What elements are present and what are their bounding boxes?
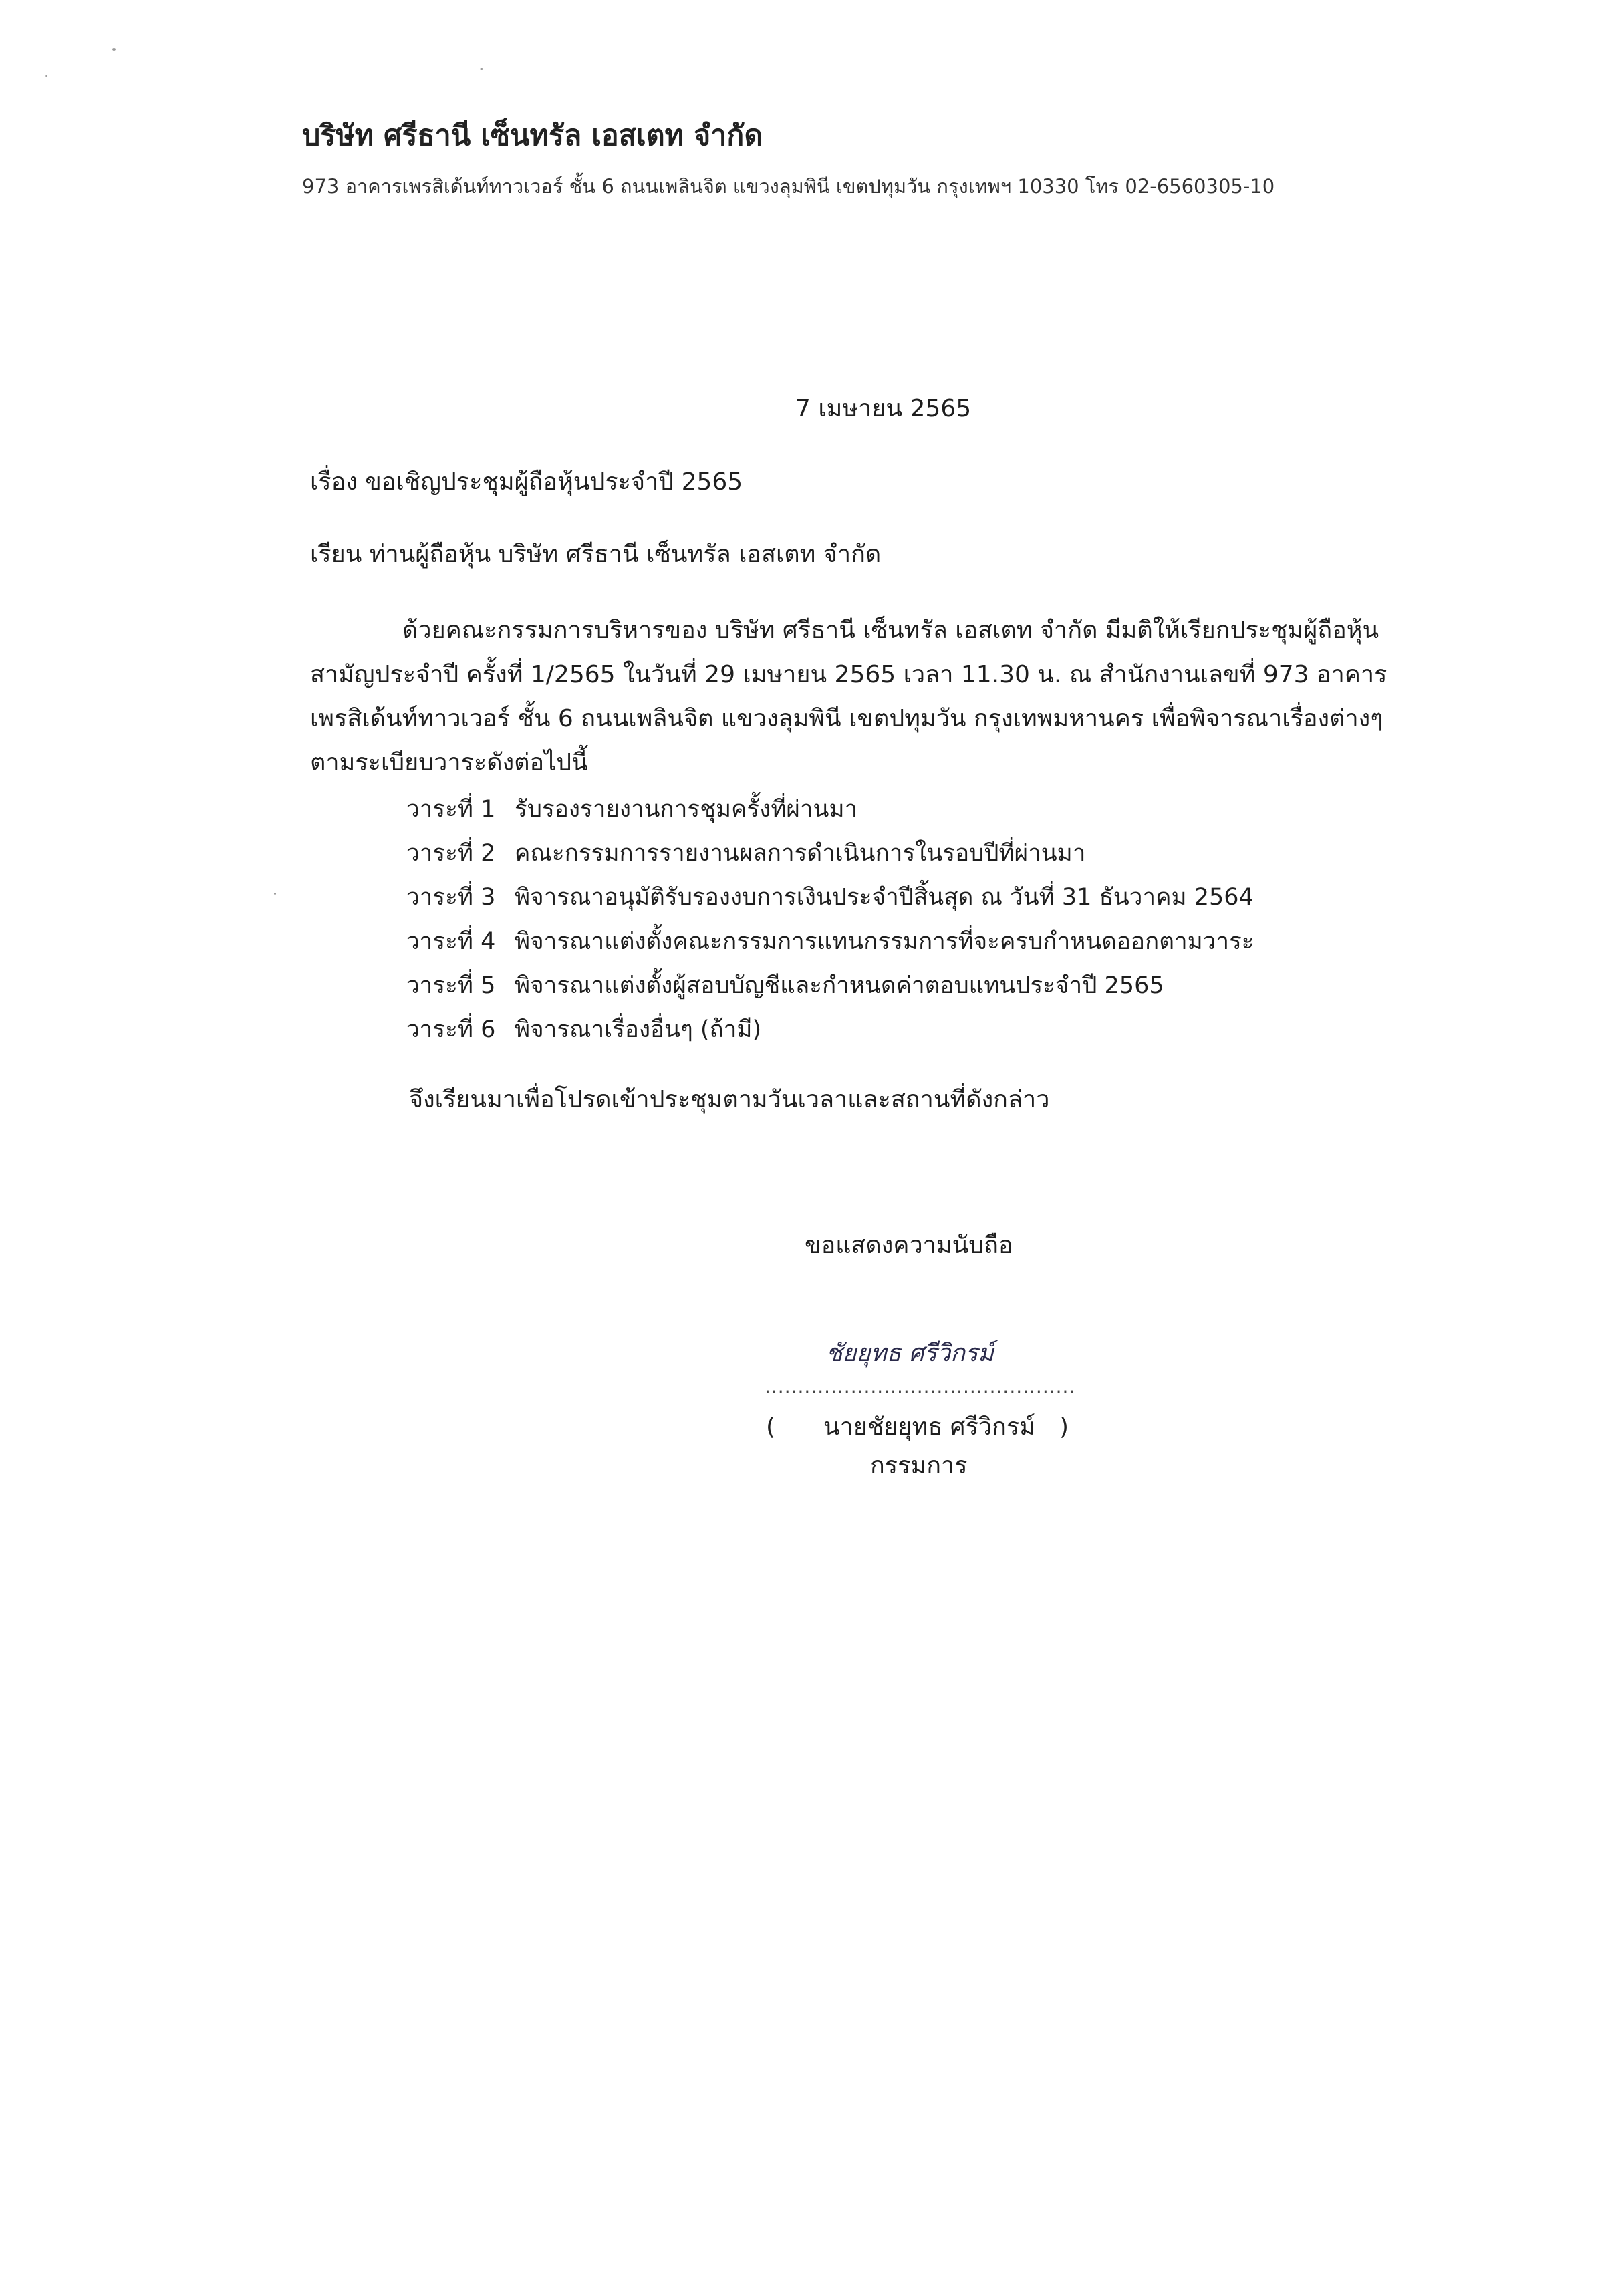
close-paren: ) bbox=[1059, 1413, 1069, 1441]
open-paren: ( bbox=[766, 1413, 776, 1441]
letter-recipient: เรียน ท่านผู้ถือหุ้น บริษัท ศรีธานี เซ็นทรัล เอสเตท จำกัด bbox=[310, 541, 882, 568]
agenda-item bbox=[406, 795, 857, 823]
printed-name-block bbox=[766, 1413, 1069, 1441]
agenda-item bbox=[406, 1016, 761, 1044]
scan-speck bbox=[45, 75, 47, 77]
company-name: บริษัท ศรีธานี เซ็นทรัล เอสเตท จำกัด bbox=[302, 119, 763, 152]
agenda-text: พิจารณาแต่งตั้งคณะกรรมการแทนกรรมการที่จะครบกำหนดออกตามวาระ bbox=[515, 928, 1254, 955]
agenda-item bbox=[406, 972, 1164, 1000]
agenda-text: รับรองรายงานการชุมครั้งที่ผ่านมา bbox=[515, 796, 858, 823]
signer-position: กรรมการ bbox=[870, 1452, 968, 1479]
agenda-item bbox=[406, 839, 1085, 867]
scan-speck bbox=[480, 68, 483, 70]
agenda-number: วาระที่ 5 bbox=[406, 972, 496, 999]
company-address: 973 อาคารเพรสิเด้นท์ทาวเวอร์ ชั้น 6 ถนนเพลินจิต แขวงลุมพินี เขตปทุมวัน กรุงเทพฯ 10330 โทร 02-6560305-10 bbox=[302, 175, 1275, 198]
agenda-number: วาระที่ 1 bbox=[406, 796, 496, 823]
agenda-item bbox=[406, 927, 1254, 956]
agenda-item bbox=[406, 883, 1254, 911]
closing-sentence: จึงเรียนมาเพื่อโปรดเข้าประชุมตามวันเวลาและสถานที่ดังกล่าว bbox=[409, 1086, 1050, 1113]
body-line: ด้วยคณะกรรมการบริหารของ บริษัท ศรีธานี เซ็นทรัล เอสเตท จำกัด มีมติให้เรียกประชุมผู้ถือหุ้น bbox=[402, 617, 1379, 644]
signature-line: ............................................... bbox=[765, 1375, 1076, 1397]
body-line: สามัญประจำปี ครั้งที่ 1/2565 ในวันที่ 29 เมษายน 2565 เวลา 11.30 น. ณ สำนักงานเลขที่ 973 อาคาร bbox=[310, 661, 1387, 688]
regards: ขอแสดงความนับถือ bbox=[805, 1232, 1013, 1259]
agenda-number: วาระที่ 4 bbox=[406, 928, 496, 955]
agenda-text: พิจารณาอนุมัติรับรองงบการเงินประจำปีสิ้นสุด ณ วันที่ 31 ธันวาคม 2564 bbox=[515, 884, 1254, 911]
agenda-number: วาระที่ 3 bbox=[406, 884, 496, 911]
scan-speck bbox=[112, 48, 116, 51]
agenda-text: พิจารณาแต่งตั้งผู้สอบบัญชีและกำหนดค่าตอบแทนประจำปี 2565 bbox=[515, 972, 1164, 999]
signature: ชัยยุทธ ศรีวิกรม์ bbox=[826, 1340, 994, 1367]
letter-subject: เรื่อง ขอเชิญประชุมผู้ถือหุ้นประจำปี 2565 bbox=[310, 468, 743, 496]
body-line: เพรสิเด้นท์ทาวเวอร์ ชั้น 6 ถนนเพลินจิต แขวงลุมพินี เขตปทุมวัน กรุงเทพมหานคร เพื่อพิจารณาเรื่องต่างๆ bbox=[310, 705, 1383, 732]
printed-name: นายชัยยุทธ ศรีวิกรม์ bbox=[823, 1413, 1035, 1441]
body-line: ตามระเบียบวาระดังต่อไปนี้ bbox=[310, 749, 588, 776]
scan-speck bbox=[274, 893, 276, 895]
agenda-number: วาระที่ 2 bbox=[406, 840, 496, 867]
letter-date: 7 เมษายน 2565 bbox=[795, 395, 972, 422]
agenda-number: วาระที่ 6 bbox=[406, 1016, 496, 1043]
agenda-text: คณะกรรมการรายงานผลการดำเนินการในรอบปีที่ผ่านมา bbox=[515, 840, 1086, 867]
agenda-text: พิจารณาเรื่องอื่นๆ (ถ้ามี) bbox=[515, 1016, 762, 1043]
